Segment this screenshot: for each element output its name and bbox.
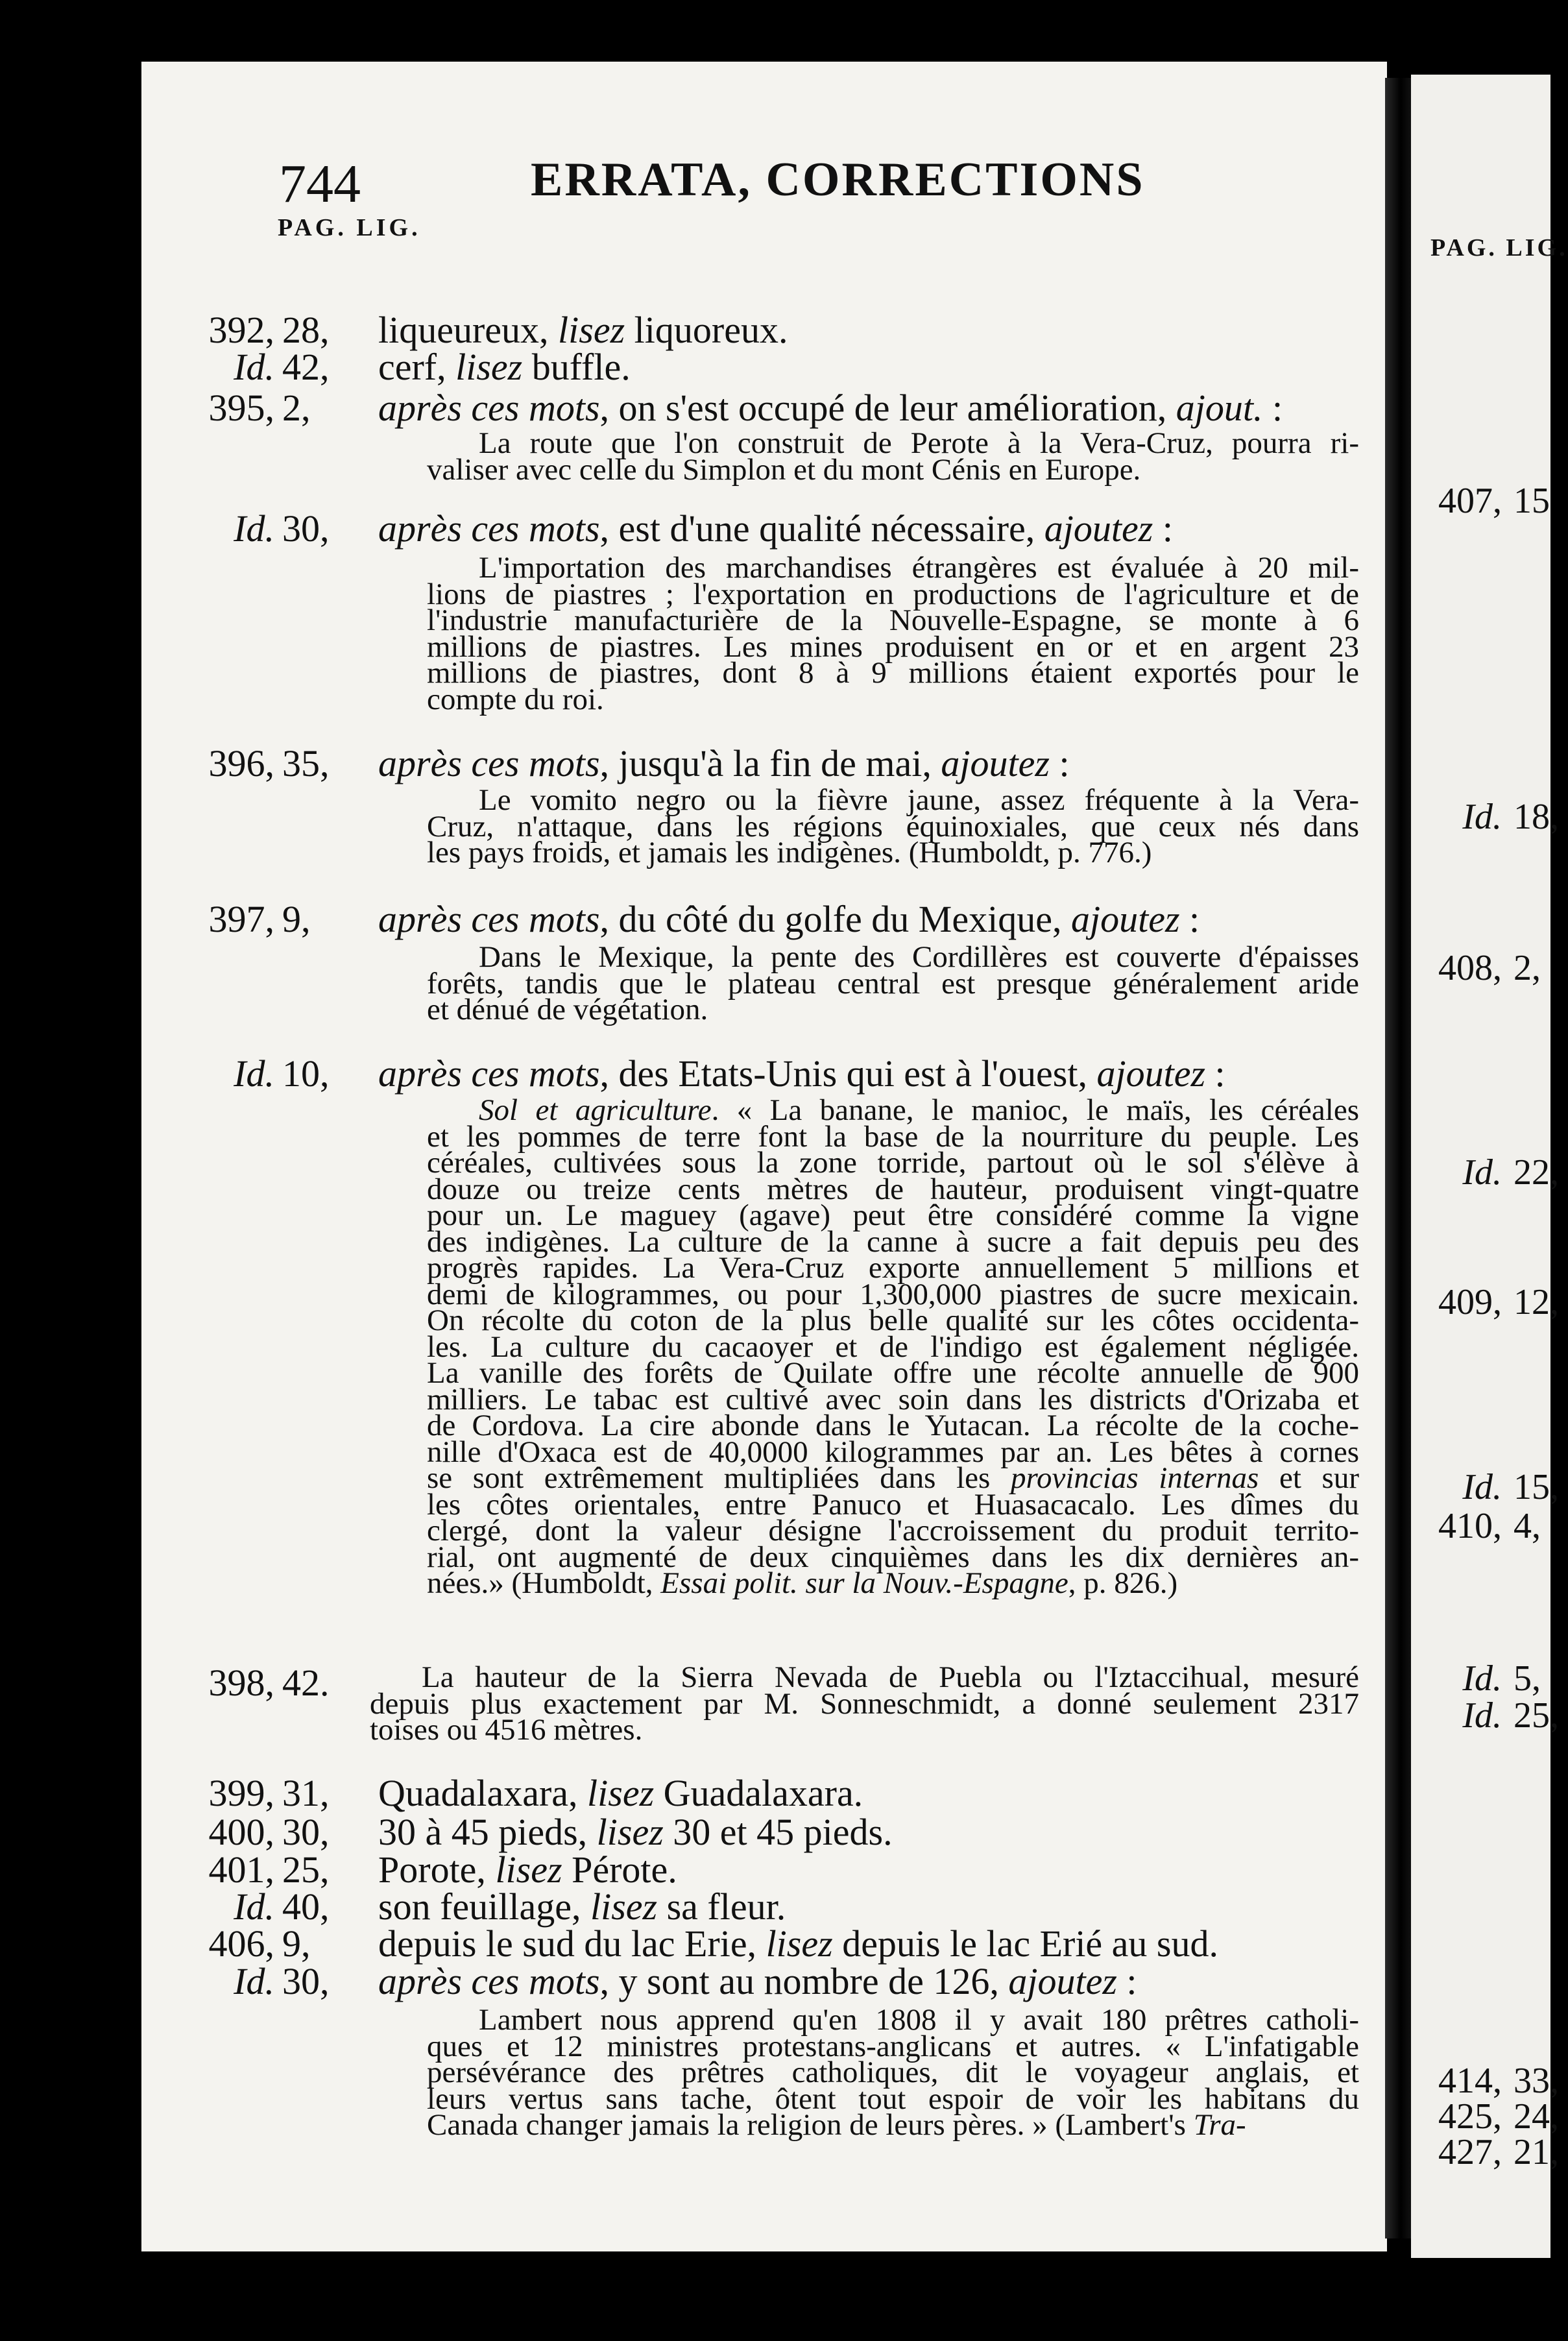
entry-page: 398, xyxy=(208,1662,274,1704)
paragraph-line: La route que l'on construit de Perote à la Vera-Cruz, pourra ri- xyxy=(479,426,1359,460)
ref-page: 409, xyxy=(1438,1282,1502,1322)
paragraph-line: Cruz, n'attaque, dans les régions équinoxiales, que ceux nés dans xyxy=(427,809,1359,843)
entry-text: liqueureux, lisez liquoreux. xyxy=(378,309,788,351)
ref-line: 22, xyxy=(1514,1152,1559,1193)
right-page-ref xyxy=(1405,1152,1559,1193)
ref-line: 12, xyxy=(1514,1282,1559,1322)
right-page-ref xyxy=(1405,2131,1559,2173)
paragraph-line: depuis plus exactement par M. Sonneschmidt, a donné seulement 2317 xyxy=(370,1686,1359,1721)
paragraph-line: milliers. Le tabac est cultivé avec soin dans les districts d'Orizaba et xyxy=(427,1382,1359,1416)
ref-page: 425, xyxy=(1438,2096,1502,2137)
page-number: 744 xyxy=(279,154,361,214)
entry-text: après ces mots, des Etats-Unis qui est à l'ouest, ajoutez : xyxy=(378,1052,1225,1095)
ref-page: Id. xyxy=(1462,797,1502,837)
ref-line: 21, xyxy=(1514,2132,1559,2172)
paragraph-line: lions de piastres ; l'exportation en productions de l'agriculture et de xyxy=(427,577,1359,611)
paragraph-line: rial, ont augmenté de deux cinquièmes dans les dix dernières an- xyxy=(427,1540,1359,1574)
paragraph-line: Sol et agriculture. « La banane, le manioc, le maïs, les céréales xyxy=(479,1093,1359,1127)
ref-line: 24, xyxy=(1514,2096,1559,2137)
ref-line: 5, xyxy=(1514,1658,1541,1699)
correction-paragraph xyxy=(427,940,1359,1026)
entry-line: 30, xyxy=(282,1960,330,2002)
entry-line: 40, xyxy=(282,1886,330,1928)
entry-line: 31, xyxy=(282,1772,330,1814)
ref-line: 33, xyxy=(1514,2061,1559,2101)
paragraph-line: Canada changer jamais la religion de leurs pères. » (Lambert's Tra- xyxy=(427,2108,1246,2142)
entry-text: Quadalaxara, lisez Guadalaxara. xyxy=(378,1772,863,1814)
correction-paragraph xyxy=(427,426,1359,487)
ref-line: 15 xyxy=(1514,481,1550,521)
entry-text: après ces mots, y sont au nombre de 126, ajoutez : xyxy=(378,1960,1137,2002)
entry-page: 396, xyxy=(208,742,274,784)
entry-line: 30, xyxy=(282,1811,330,1853)
entry-page: Id. xyxy=(234,346,274,388)
entry-line: 28, xyxy=(282,309,330,351)
entry-page: Id. xyxy=(234,507,274,550)
entry-text: son feuillage, lisez sa fleur. xyxy=(378,1886,786,1928)
ref-page: 427, xyxy=(1438,2132,1502,2172)
paragraph-line: les pays froids, et jamais les indigènes. (Humboldt, p. 776.) xyxy=(427,836,1152,869)
paragraph-line: les. La culture du cacaoyer et de l'indigo est également négligée. xyxy=(427,1329,1359,1364)
entry-line: 30, xyxy=(282,507,330,550)
right-page-ref xyxy=(1405,1658,1541,1699)
entry-page: 397, xyxy=(208,898,274,940)
ref-page: 410, xyxy=(1438,1506,1502,1546)
ref-line: 25, xyxy=(1514,1695,1559,1736)
paragraph-line: de Cordova. La cire abonde dans le Yutacan. La récolte de la coche- xyxy=(427,1409,1359,1442)
paragraph-line: progrès rapides. La Vera-Cruz exporte annuellement 5 millions et xyxy=(427,1251,1359,1285)
ref-line: 15, xyxy=(1514,1467,1559,1507)
paragraph-line: Le vomito negro ou la fièvre jaune, assez fréquente à la Vera- xyxy=(479,783,1359,817)
ref-page: 414, xyxy=(1438,2061,1502,2101)
paragraph-line: forêts, tandis que le plateau central est presque généralement aride xyxy=(427,966,1359,1001)
right-column-header: PAG. LIG. xyxy=(1430,234,1568,261)
ref-page: 408, xyxy=(1438,948,1502,988)
entry-line: 2, xyxy=(282,387,311,429)
right-page-ref xyxy=(1405,1505,1541,1547)
entry-line: 10, xyxy=(282,1052,330,1095)
entry-line: 42. xyxy=(282,1662,330,1704)
paragraph-line: millions de piastres, dont 8 à 9 millions étaient exportés pour le xyxy=(427,656,1359,690)
paragraph-line: des indigènes. La culture de la canne à sucre a fait depuis peu des xyxy=(427,1224,1359,1259)
entry-page: 399, xyxy=(208,1772,274,1814)
paragraph-line: pour un. Le maguey (agave) peut être considéré comme la vigne xyxy=(427,1198,1359,1232)
paragraph-line: et les pommes de terre font la base de la nourriture du peuple. Les xyxy=(427,1119,1359,1154)
entry-page: 401, xyxy=(208,1849,274,1891)
entry-text: après ces mots, on s'est occupé de leur amélioration, ajout. : xyxy=(378,387,1283,429)
entry-line: 35, xyxy=(282,742,330,784)
correction-paragraph xyxy=(427,1093,1359,1600)
paragraph-line: ques et 12 ministres protestans-anglicans et autres. « L'infatigable xyxy=(427,2029,1359,2063)
entry-text: après ces mots, du côté du golfe du Mexique, ajoutez : xyxy=(378,898,1200,940)
correction-paragraph xyxy=(427,2003,1359,2142)
ref-page: Id. xyxy=(1462,1152,1502,1193)
right-page-edge xyxy=(1411,75,1568,2258)
right-page-ref xyxy=(1405,1695,1559,1736)
paragraph-line: les côtes orientales, entre Panuco et Huasacacalo. Les dîmes du xyxy=(427,1487,1359,1522)
right-page-ref xyxy=(1405,1466,1559,1508)
entry-text: après ces mots, jusqu'à la fin de mai, ajoutez : xyxy=(378,742,1070,784)
paragraph-line: valiser avec celle du Simplon et du mont Cénis en Europe. xyxy=(427,452,1141,487)
entry-line: 9, xyxy=(282,898,311,940)
entry-page: 400, xyxy=(208,1811,274,1853)
entry-line: 42, xyxy=(282,346,330,388)
ref-line: 4, xyxy=(1514,1506,1541,1546)
paragraph-line: clergé, dont la valeur désigne l'accroissement du produit territo- xyxy=(427,1514,1359,1547)
paragraph-line: nille d'Oxaca est de 40,0000 kilogrammes par an. Les bêtes à cornes xyxy=(427,1435,1359,1469)
correction-paragraph xyxy=(370,1660,1359,1747)
entry-page: 395, xyxy=(208,387,274,429)
ref-page: 407, xyxy=(1438,481,1502,521)
entry-text: depuis le sud du lac Erie, lisez depuis le lac Erié au sud. xyxy=(378,1923,1218,1965)
paragraph-line: Lambert nous apprend qu'en 1808 il y avait 180 prêtres catholi- xyxy=(479,2003,1359,2037)
right-page-ref xyxy=(1405,947,1541,989)
paragraph-line: et dénué de végétation. xyxy=(427,993,708,1026)
right-page-ref xyxy=(1405,1281,1559,1323)
entry-page: 406, xyxy=(208,1923,274,1965)
right-page-ref xyxy=(1405,796,1559,838)
entry-text: 30 à 45 pieds, lisez 30 et 45 pieds. xyxy=(378,1811,893,1853)
paragraph-line: céréales, cultivées sous la zone torride, partout où le sol s'élève à xyxy=(427,1146,1359,1180)
paragraph-line: La vanille des forêts de Quilate offre une récolte annuelle de 900 xyxy=(427,1356,1359,1390)
paragraph-line: On récolte du coton de la plus belle qualité sur les côtes occidenta- xyxy=(427,1304,1359,1337)
ref-page: Id. xyxy=(1462,1467,1502,1507)
entry-page: Id. xyxy=(234,1960,274,2002)
entry-text: Porote, lisez Pérote. xyxy=(378,1849,677,1891)
entry-page: Id. xyxy=(234,1052,274,1095)
ref-line: 18, xyxy=(1514,797,1559,837)
column-header: PAG. LIG. xyxy=(278,214,421,241)
entry-page: 392, xyxy=(208,309,274,351)
paragraph-line: se sont extrêmement multipliées dans les provincias internas et sur xyxy=(427,1461,1359,1495)
page-title: ERRATA, CORRECTIONS xyxy=(531,153,1145,206)
paragraph-line: l'industrie manufacturière de la Nouvelle-Espagne, se monte à 6 xyxy=(427,603,1359,637)
paragraph-line: nées.» (Humboldt, Essai polit. sur la Nouv.-Espagne, p. 826.) xyxy=(427,1566,1178,1600)
paragraph-line: millions de piastres. Les mines produisent en or et en argent 23 xyxy=(427,629,1359,664)
paragraph-line: Dans le Mexique, la pente des Cordillères est couverte d'épaisses xyxy=(479,940,1359,974)
entry-text: après ces mots, est d'une qualité nécessaire, ajoutez : xyxy=(378,507,1173,550)
ref-page: Id. xyxy=(1462,1695,1502,1736)
paragraph-line: La hauteur de la Sierra Nevada de Puebla ou l'Iztaccihual, mesuré xyxy=(422,1660,1359,1694)
correction-paragraph xyxy=(427,783,1359,869)
paragraph-line: compte du roi. xyxy=(427,682,604,716)
paragraph-line: persévérance des prêtres catholiques, dit le voyageur anglais, et xyxy=(427,2056,1359,2089)
ref-line: 2, xyxy=(1514,948,1541,988)
correction-paragraph xyxy=(427,551,1359,716)
paragraph-line: toises ou 4516 mètres. xyxy=(370,1713,643,1747)
paragraph-line: demi de kilogrammes, ou pour 1,300,000 piastres de sucre mexicain. xyxy=(427,1277,1359,1311)
left-page xyxy=(141,62,1387,2251)
entry-line: 9, xyxy=(282,1923,311,1965)
entry-page: Id. xyxy=(234,1886,274,1928)
right-page-ref xyxy=(1405,480,1550,522)
paragraph-line: leurs vertus sans tache, ôtent tout espoir de voir les habitans du xyxy=(427,2081,1359,2116)
paragraph-line: L'importation des marchandises étrangères est évaluée à 20 mil- xyxy=(479,551,1359,585)
paragraph-line: douze ou treize cents mètres de hauteur, produisent vingt-quatre xyxy=(427,1172,1359,1206)
entry-text: cerf, lisez buffle. xyxy=(378,346,631,388)
entry-line: 25, xyxy=(282,1849,330,1891)
ref-page: Id. xyxy=(1462,1658,1502,1699)
